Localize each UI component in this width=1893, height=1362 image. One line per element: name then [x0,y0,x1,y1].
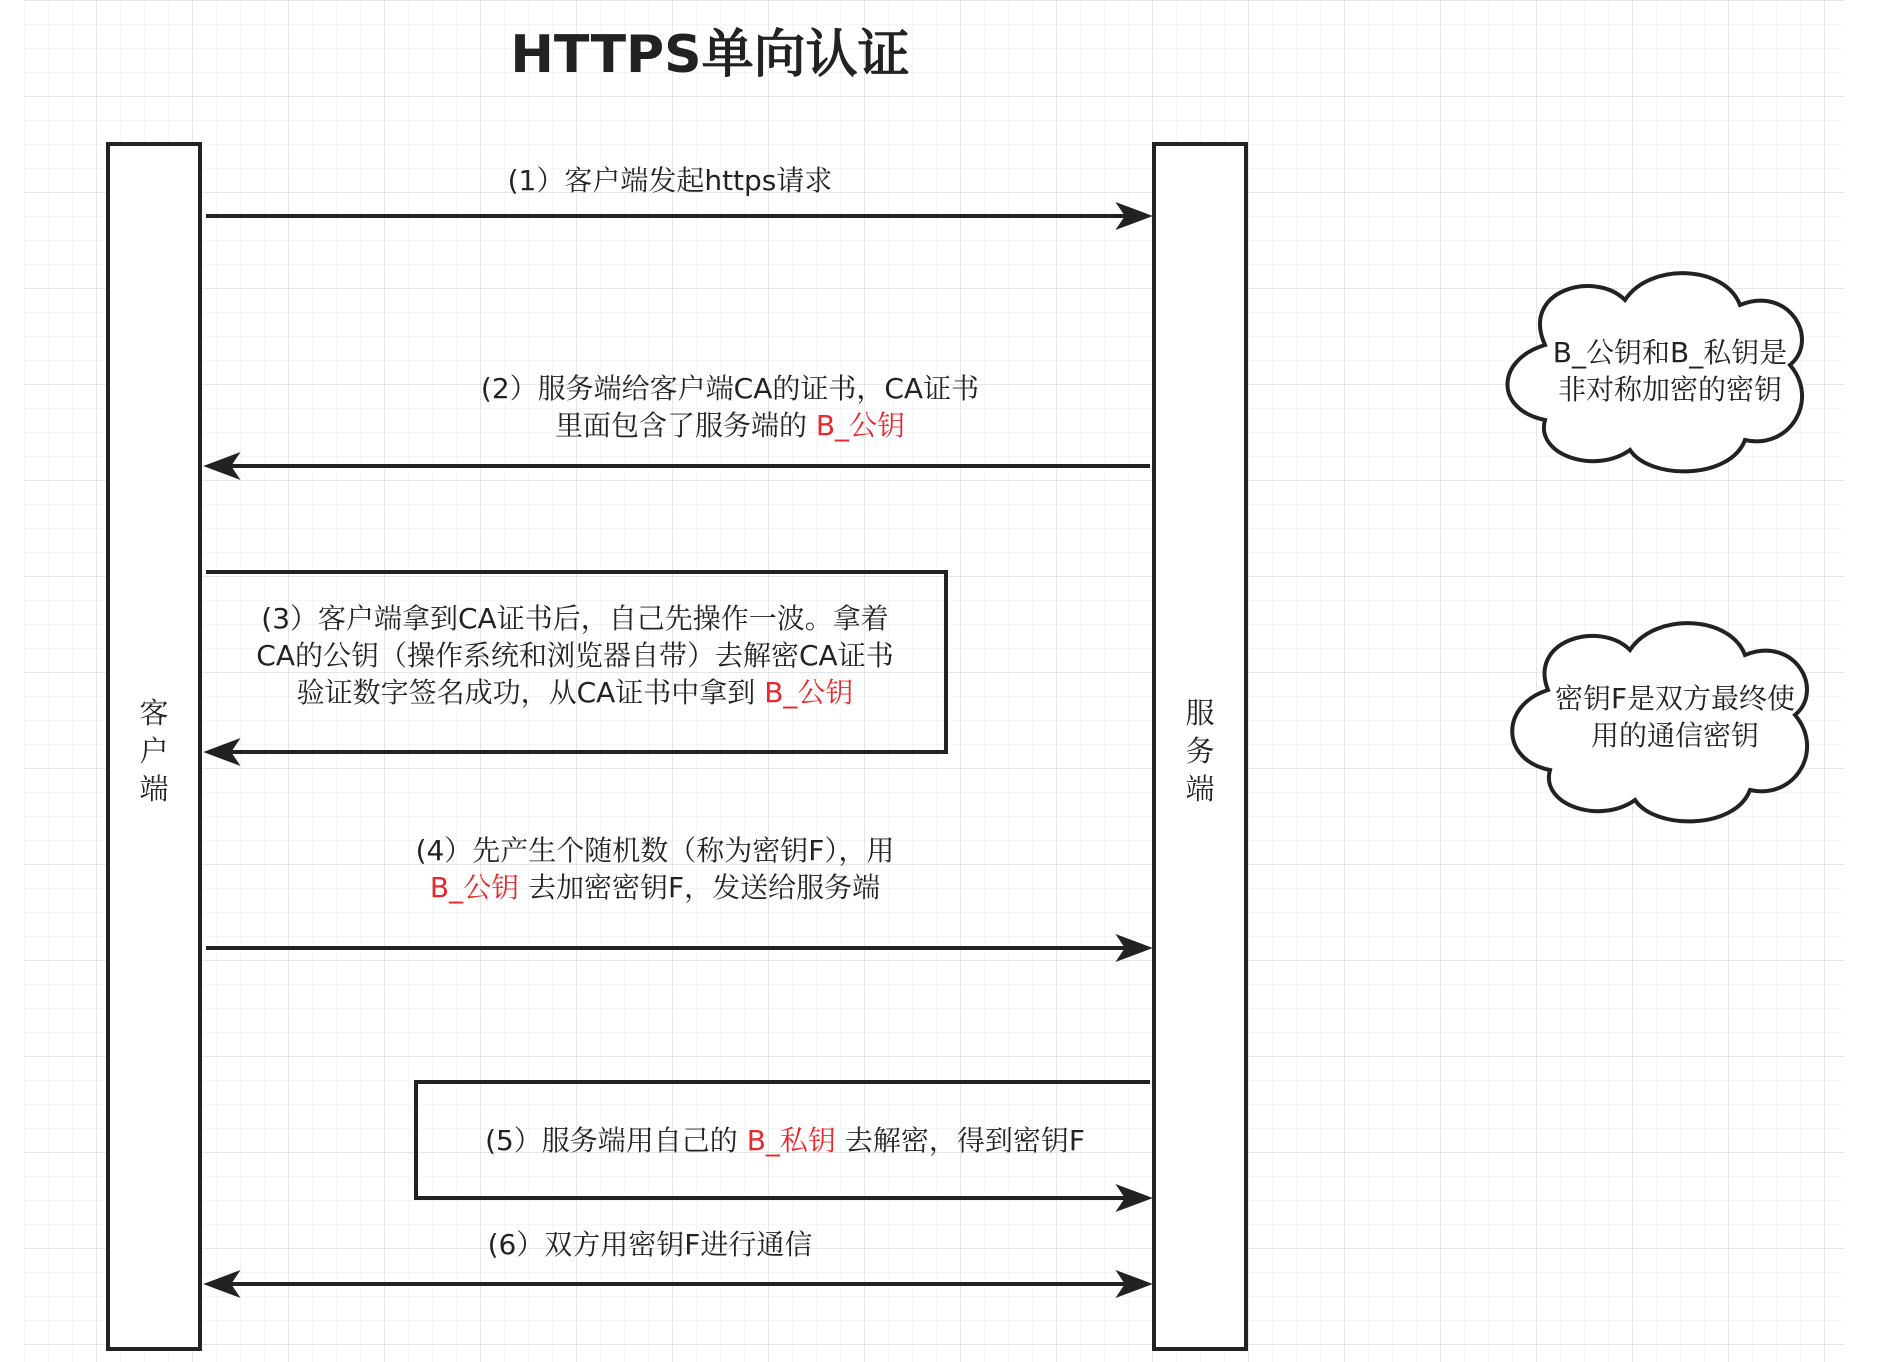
server-lane-label: 服务端 [1185,696,1215,806]
highlight-b-public-key: B_公钥 [815,409,906,442]
cloud-note-1-text: B_公钥和B_私钥是 非对称加密的密钥 [1552,336,1788,406]
client-lane [106,142,202,1351]
client-lane-label: 客户端 [139,696,169,806]
message-1-label: (1）客户端发起https请求 [507,164,833,197]
message-3-label: (3）客户端拿到CA证书后，自己先操作一波。拿着 CA的公钥（操作系统和浏览器自带）去解密CA证书 验证数字签名成功，从CA证书中拿到 B_公钥 [256,602,894,709]
highlight-b-private-key: B_私钥 [746,1124,836,1157]
message-4-label: (4）先产生个随机数（称为密钥F），用 B_公钥 去加密密钥F，发送给服务端 [415,834,895,904]
message-6-label: (6）双方用密钥F进行通信 [487,1228,813,1261]
diagram-title: HTTPS单向认证 [510,25,910,85]
message-5-label: (5）服务端用自己的 B_私钥 去解密，得到密钥F [485,1124,1085,1157]
highlight-b-public-key: B_公钥 [429,871,520,904]
message-2-label: (2）服务端给客户端CA的证书，CA证书 里面包含了服务端的 B_公钥 [480,372,980,442]
cloud-note-2-text: 密钥F是双方最终使 用的通信密钥 [1554,682,1796,752]
highlight-b-public-key: B_公钥 [764,676,854,709]
server-lane [1152,142,1248,1351]
